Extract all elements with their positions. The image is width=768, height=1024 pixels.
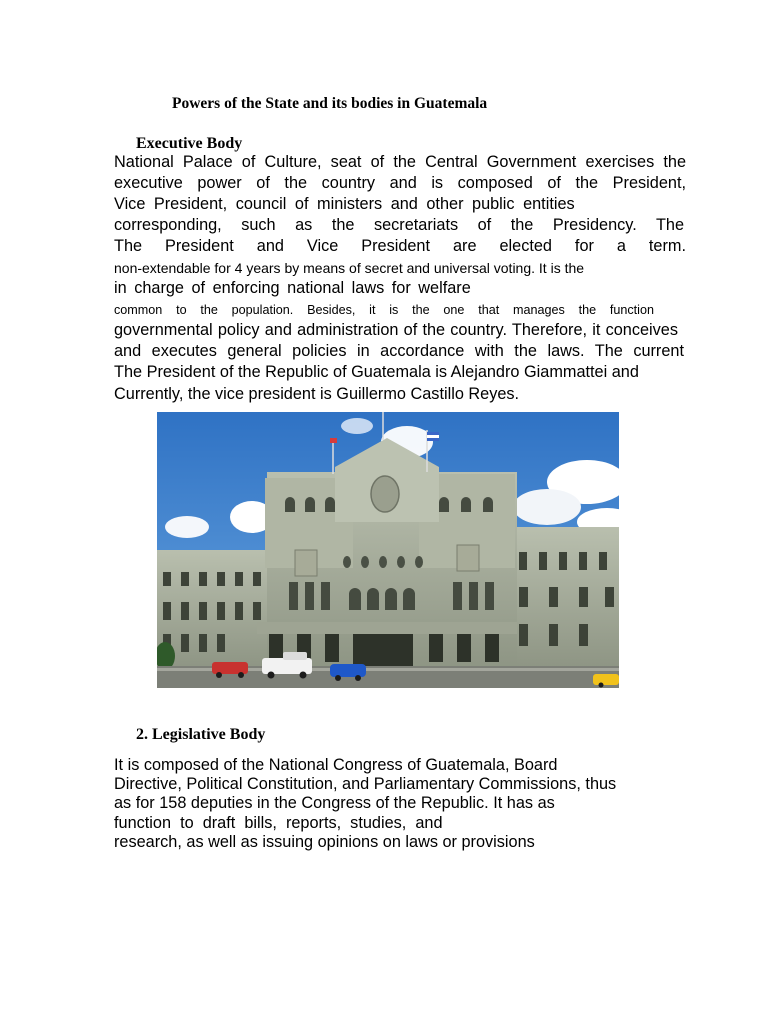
- paragraph-line: corresponding, such as the secretariats of the Presidency. The: [114, 216, 684, 234]
- paragraph-line: governmental policy and administration of the country. Therefore, it conceives: [114, 321, 678, 339]
- paragraph-line: in charge of enforcing national laws for welfare: [114, 279, 471, 297]
- paragraph-line: research, as well as issuing opinions on laws or provisions: [114, 833, 535, 851]
- paragraph-line: The President and Vice President are elected for a term.: [114, 237, 686, 255]
- paragraph-line: function to draft bills, reports, studies, and: [114, 814, 443, 832]
- paragraph-line: The President of the Republic of Guatemala is Alejandro Giammattei and: [114, 363, 639, 381]
- executive-body-heading: Executive Body: [136, 135, 243, 152]
- paragraph-line: common to the population. Besides, it is the one that manages the function: [114, 303, 654, 317]
- document-title: Powers of the State and its bodies in Guatemala: [172, 95, 488, 112]
- paragraph-line: executive power of the country and is composed of the President,: [114, 174, 686, 192]
- paragraph-line: and executes general policies in accordance with the laws. The current: [114, 342, 684, 360]
- paragraph-line: as for 158 deputies in the Congress of the Republic. It has as: [114, 794, 555, 812]
- paragraph-line: non-extendable for 4 years by means of secret and universal voting. It is the: [114, 260, 585, 276]
- paragraph-line: Vice President, council of ministers and other public entities: [114, 195, 575, 213]
- legislative-body-heading: 2. Legislative Body: [136, 726, 266, 743]
- paragraph-line: National Palace of Culture, seat of the Central Government exercises the: [114, 153, 686, 171]
- paragraph-line: It is composed of the National Congress of Guatemala, Board: [114, 756, 558, 774]
- paragraph-line: Directive, Political Constitution, and Parliamentary Commissions, thus: [114, 775, 617, 793]
- national-palace-photo: [157, 412, 619, 688]
- paragraph-line: Currently, the vice president is Guillermo Castillo Reyes.: [114, 385, 520, 403]
